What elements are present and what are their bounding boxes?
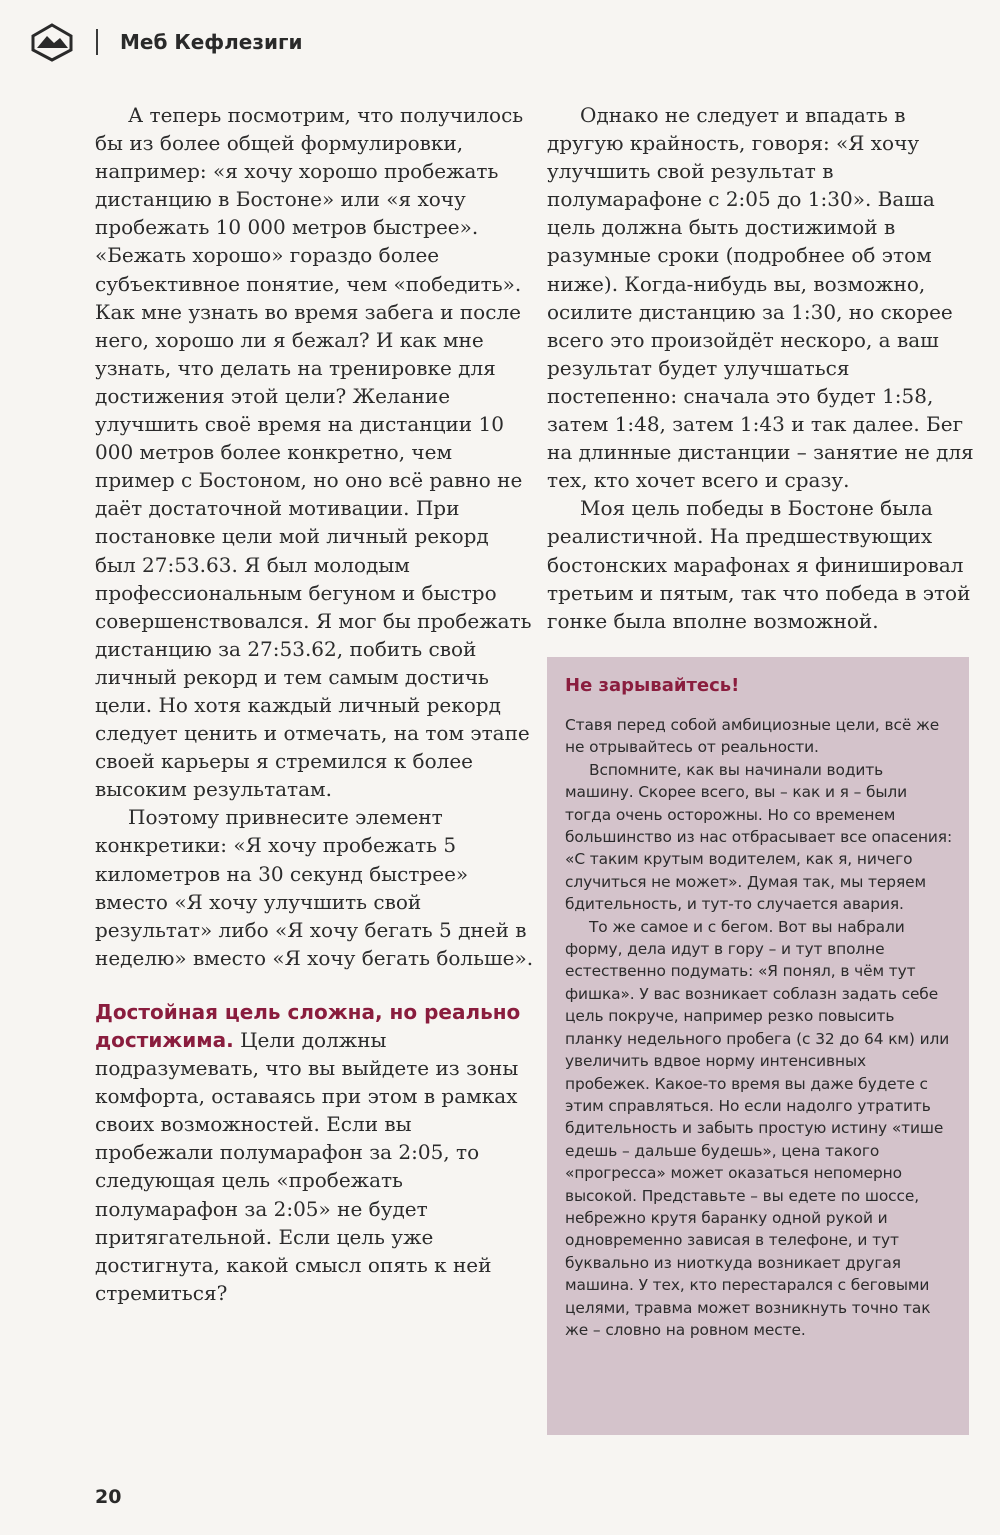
paragraph: Моя цель победы в Бостоне была реалистичной. На предшествующих бостонских марафонах я финишировал третьим и пятым, так что победа в этой гонке была вполне возможной.: [547, 496, 971, 633]
left-column: [95, 101, 535, 1307]
right-column: [547, 101, 982, 635]
sidebar-paragraph: Ставя перед собой амбициозные цели, всё же не отрывайтесь от реальности.: [565, 716, 940, 757]
paragraph: [95, 998, 535, 1307]
page-number: 20: [95, 1486, 122, 1508]
header-divider: [96, 29, 98, 55]
running-header: [30, 22, 302, 62]
mountain-logo-icon: [30, 22, 74, 62]
paragraph: Поэтому привнесите элемент конкретики: «Я хочу пробежать 5 километров на 30 секунд быстрее» вместо «Я хочу улучшить свой результат» либо «Я хочу бегать 5 дней в неделю» вместо «Я хочу бегать больше».: [95, 805, 534, 970]
paragraph-lead-heading: Достойная цель сложна, но реально достижима.: [95, 999, 521, 1052]
sidebar-paragraph: То же самое и с бегом. Вот вы набрали форму, дела идут в гору – и тут вполне естественно подумать: «Я понял, в чём тут фишка». У вас возникает соблазн задать себе цель покруче, например резко повысить планку недельного пробега (с 32 до 64 км) или увеличить вдвое норму интенсивных пробежек. Какое-то время вы даже будете с этим справляться. Но если надолго утратить бдительность и забыть простую истину «тише едешь – дальше будешь», цена такого «прогресса» может оказаться непомерно высокой. Представьте – вы едете по шоссе, небрежно крутя баранку одной рукой и одновременно зависая в телефоне, и тут буквально из ниоткуда возникает другая машина. У тех, кто перестарался с беговыми целями, травма может возникнуть точно так же – словно на ровном месте.: [565, 917, 950, 1339]
paragraph: А теперь посмотрим, что получилось бы из более общей формулировки, например: «я хочу хорошо пробежать дистанцию в Бостоне» или «я хочу пробежать 10 000 метров быстрее». «Бежать хорошо» гораздо более субъективное понятие, чем «победить». Как мне узнать во время забега и после него, хорошо ли я бежал? И как мне узнать, что делать на тренировке для достижения этой цели? Желание улучшить своё время на дистанции 10 000 метров более конкретно, чем пример с Бостоном, но оно всё равно не даёт достаточной мотивации. При постановке цели мой личный рекорд был 27:53.63. Я был молодым профессиональным бегуном и быстро совершенствовался. Я мог бы пробежать дистанцию за 27:53.62, побить свой личный рекорд и тем самым достичь цели. Но хотя каждый личный рекорд следует ценить и отмечать, на том этапе своей карьеры я стремился к более высоким результатам.: [95, 103, 532, 802]
paragraph: Однако не следует и впадать в другую крайность, говоря: «Я хочу улучшить свой результат в полумарафоне с 2:05 до 1:30». Ваша цель должна быть достижимой в разумные сроки (подробнее об этом ниже). Когда-нибудь вы, возможно, осилите дистанцию за 1:30, но скорее всего это произойдёт нескоро, а ваш результат будет улучшаться постепенно: сначала это будет 1:58, затем 1:48, затем 1:43 и так далее. Бег на длинные дистанции – занятие не для тех, кто хочет всего и сразу.: [547, 103, 974, 493]
sidebar-paragraph: Вспомните, как вы начинали водить машину. Скорее всего, вы – как и я – были тогда очень осторожны. Но со временем большинство из нас отбрасывает все опасения: «С таким крутым водителем, как я, ничего случиться не может». Думая так, мы теряем бдительность, и тут-то случается авария.: [565, 760, 953, 914]
paragraph-body: Цели должны подразумевать, что вы выйдете из зоны комфорта, оставаясь при этом в рамках своих возможностей. Если вы пробежали полумарафон за 2:05, то следующая цель «пробежать полумарафон за 2:05» не будет притягательной. Если цель уже достигнута, какой смысл опять к ней стремиться?: [95, 1028, 519, 1305]
sidebar-title: Не зарывайтесь!: [565, 675, 740, 696]
sidebar-box: [547, 657, 969, 1435]
author-name: Меб Кефлезиги: [120, 30, 303, 54]
